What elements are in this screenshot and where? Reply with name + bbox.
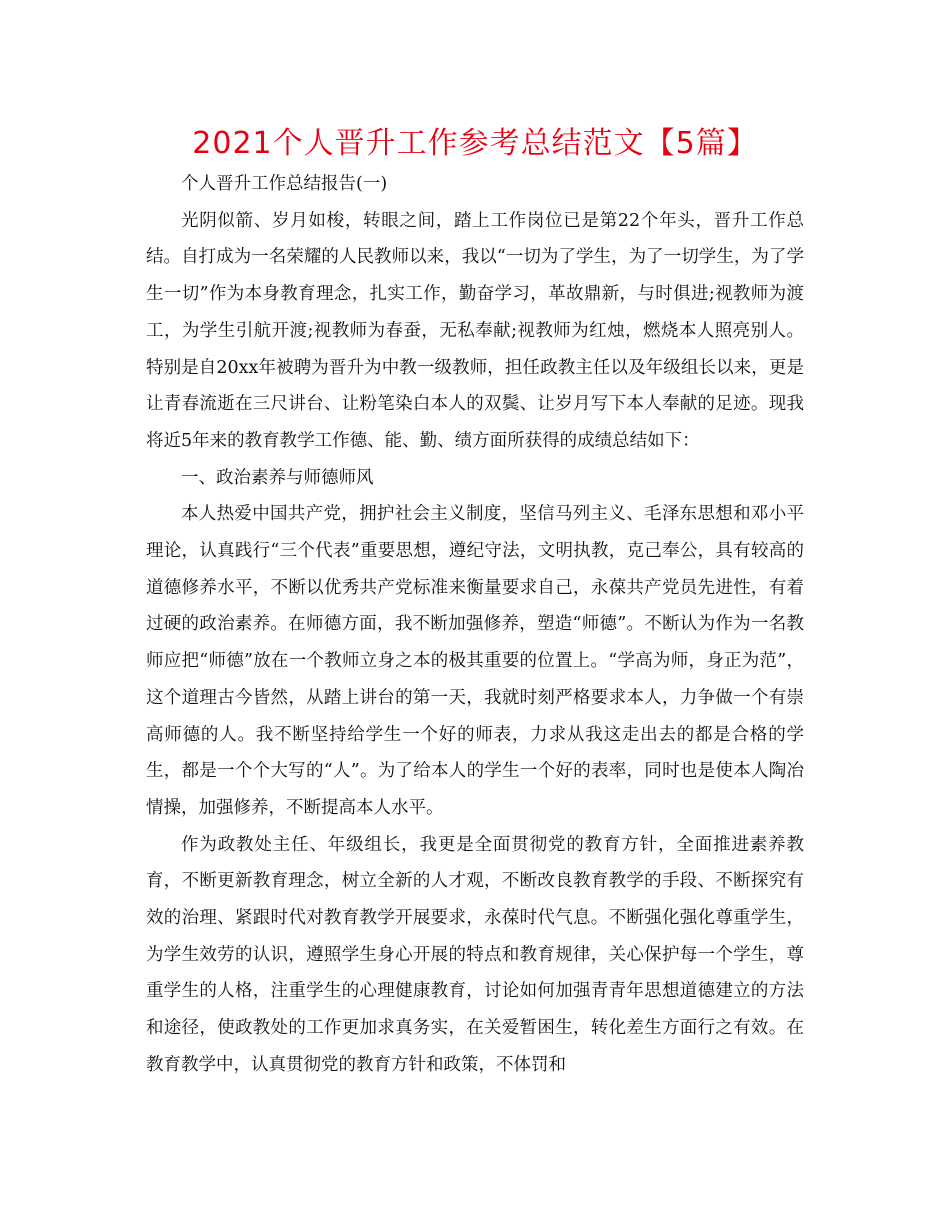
report-subtitle: 个人晋升工作总结报告(一) [181, 174, 388, 194]
document-body [146, 166, 804, 1084]
section-heading-politics: 一、政治素养与师德师风 [181, 467, 374, 488]
document-title: 2021个人晋升工作参考总结范文【5篇】 [192, 126, 758, 161]
paragraph-politics: 本人热爱中国共产党，拥护社会主义制度，坚信马列主义、毛泽东思想和邓小平理论，认真践行“三个代表”重要思想，遵纪守法，文明执教，克己奉公，具有较高的道德修养水平，不断以优秀共产党标准来衡量要求自己，永葆共产党员先进性，有着过硬的政治素养。在师德方面，我不断加强修养，塑造“师德”。不断认为作为一名教师应把“师德”放在一个教师立身之本的极其重要的位置上。“学高为师，身正为范”，这个道理古今皆然，从踏上讲台的第一天，我就时刻严格要求本人，力争做一个有崇高师德的人。我不断坚持给学生一个好的师表，力求从我这走出去的都是合格的学生，都是一个个大写的“人”。为了给本人的学生一个好的表率，同时也是使本人陶冶情操，加强修养，不断提高本人水平。 [146, 504, 804, 818]
paragraph-work: 作为政教处主任、年级组长，我更是全面贯彻党的教育方针，全面推进素养教育，不断更新教育理念，树立全新的人才观，不断改良教育教学的手段、不断探究有效的治理、紧跟时代对教育教学开展要求，永葆时代气息。不断强化强化尊重学生，为学生效劳的认识，遵照学生身心开展的特点和教育规律，关心保护每一个学生，尊重学生的人格，注重学生的心理健康教育，讨论如何加强青青年思想道德建立的方法和途径，使政教处的工作更加求真务实，在关爱暂困生，转化差生方面行之有效。在教育教学中，认真贯彻党的教育方针和政策，不体罚和 [146, 834, 804, 1075]
paragraph-intro: 光阴似箭、岁月如梭，转眼之间，踏上工作岗位已是第22个年头，晋升工作总结。自打成为一名荣耀的人民教师以来，我以“一切为了学生，为了一切学生，为了学生一切”作为本身教育理念，扎实工作，勤奋学习，革故鼎新，与时俱进;视教师为渡工，为学生引航开渡;视教师为春蚕，无私奉献;视教师为红烛，燃烧本人照亮别人。特别是自20xx年被聘为晋升为中教一级教师，担任政教主任以及年级组长以来，更是让青春流逝在三尺讲台、让粉笔染白本人的双鬓、让岁月写下本人奉献的足迹。现我将近5年来的教育教学工作德、能、勤、绩方面所获得的成绩总结如下： [146, 210, 804, 451]
